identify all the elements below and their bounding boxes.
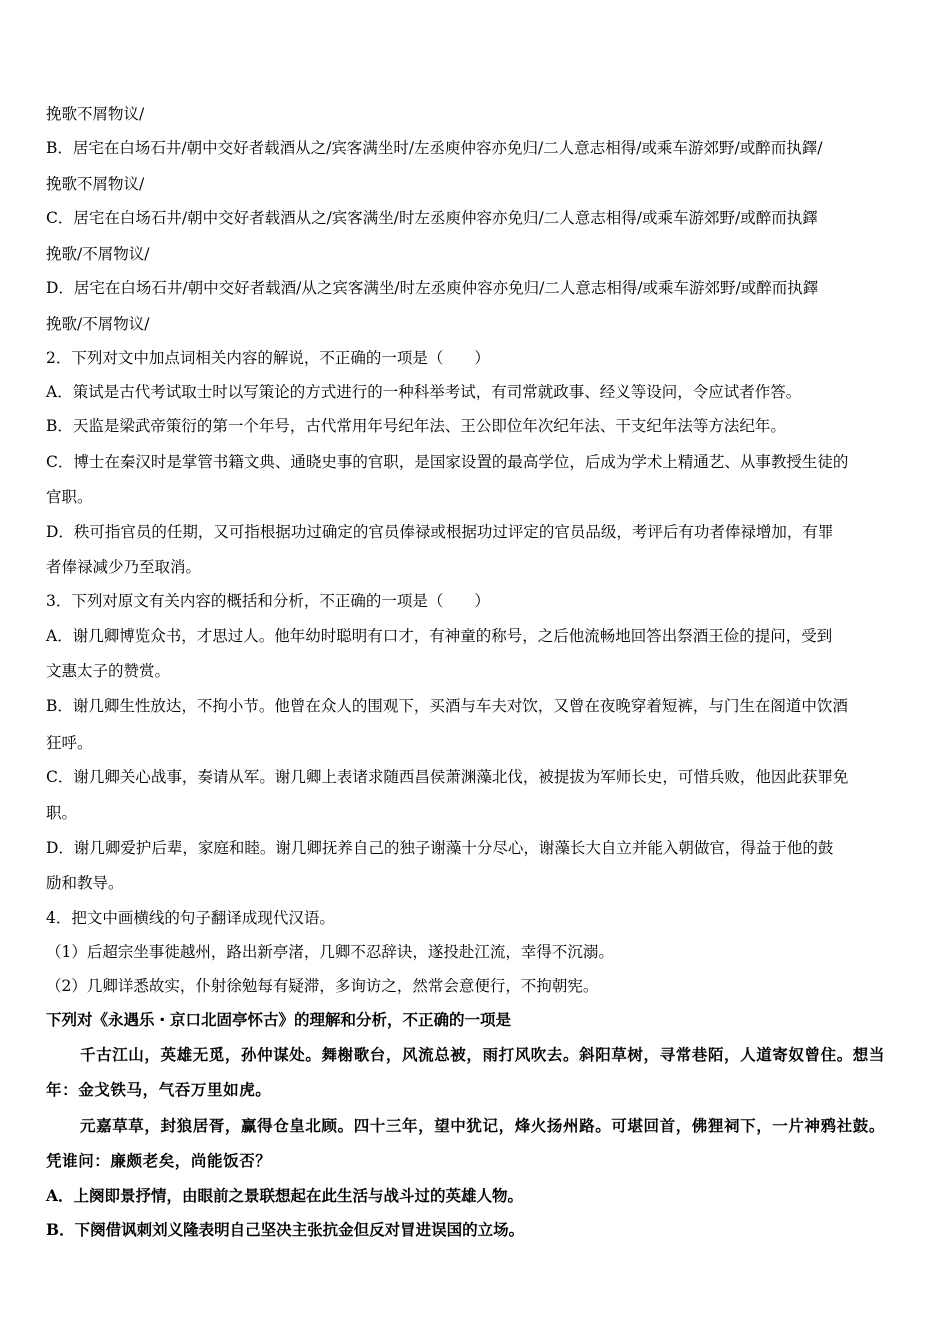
text-line: 者俸禄减少乃至取消。 — [46, 558, 202, 576]
text-line: 挽歌/不屑物议/ — [46, 245, 150, 263]
q2-option-c: C．博士在秦汉时是掌管书籍文典、通晓史事的官职，是国家设置的最高学位，后成为学术上精通艺、从事教授生徒的 — [46, 453, 849, 471]
question-4: 4．把文中画横线的句子翻译成现代汉语。 — [46, 909, 335, 927]
option-c-line: C．居宅在白场石井/朝中交好者载酒从之/宾客满坐/时左丞庾仲容亦免归/二人意志相得/或乘车游郊野/或醉而执鐸 — [46, 209, 818, 227]
text-line: 挽歌/不屑物议/ — [46, 315, 150, 333]
text-line: 挽歌不屑物议/ — [46, 175, 145, 193]
option-b-line: B．居宅在白场石井/朝中交好者载酒从之/宾客满坐时/左丞庾仲容亦免归/二人意志相得/或乘车游郊野/或醉而执鐸/ — [46, 139, 823, 157]
text-line: 挽歌不屑物议/ — [46, 105, 145, 123]
q3-option-c: C．谢几卿关心战事，奏请从军。谢几卿上表诸求随西昌侯萧渊藻北伐，被提拔为军师长史，可惜兵败，他因此获罪免 — [46, 768, 849, 786]
poem-option-a: A．上阕即景抒情，由眼前之景联想起在此生活与战斗过的英雄人物。 — [46, 1186, 524, 1205]
poem-option-b: B．下阕借讽刺刘义隆表明自己坚决主张抗金但反对冒进误国的立场。 — [46, 1220, 525, 1239]
q4-sentence-1: （1）后超宗坐事徙越州，路出新亭渚，几卿不忍辞诀，遂投赴江流，幸得不沉溺。 — [46, 943, 614, 961]
q2-option-b: B．天监是梁武帝策衍的第一个年号，古代常用年号纪年法、王公即位年次纪年法、干支纪年法等方法纪年。 — [46, 417, 786, 435]
question-3: 3．下列对原文有关内容的概括和分析，不正确的一项是（ ） — [46, 592, 490, 610]
poem-question: 下列对《永遇乐・京口北固亭怀古》的理解和分析，不正确的一项是 — [46, 1010, 512, 1029]
question-2: 2．下列对文中加点词相关内容的解说，不正确的一项是（ ） — [46, 349, 490, 367]
q3-option-b: B．谢几卿生性放达，不拘小节。他曾在众人的围观下，买酒与车夫对饮，又曾在夜晚穿着短裤，与门生在阁道中饮酒 — [46, 697, 848, 715]
text-line: 文惠太子的赞赏。 — [46, 662, 171, 680]
text-line: 官职。 — [46, 488, 93, 506]
text-line: 励和教导。 — [46, 874, 124, 892]
text-line: 狂呼。 — [46, 734, 93, 752]
q2-option-d: D．秩可指官员的任期，又可指根据功过确定的官员俸禄或根据功过评定的官员品级，考评后有功者俸禄增加，有罪 — [46, 523, 834, 541]
poem-line: 元嘉草草，封狼居胥，赢得仓皇北顾。四十三年，望中犹记，烽火扬州路。可堪回首，佛狸祠下，一片神鸦社鼓。 — [80, 1116, 886, 1135]
poem-line: 凭谁问：廉颇老矣，尚能饭否？ — [46, 1151, 272, 1170]
q2-option-a: A．策试是古代考试取士时以写策论的方式进行的一种科举考试，有司常就政事、经义等设问，令应试者作答。 — [46, 383, 802, 401]
q3-option-a: A．谢几卿博览众书，才思过人。他年幼时聪明有口才，有神童的称号，之后他流畅地回答出祭酒王俭的提问，受到 — [46, 627, 833, 645]
q3-option-d: D．谢几卿爱护后辈，家庭和睦。谢几卿抚养自己的独子谢藻十分尽心，谢藻长大自立并能入朝做官，得益于他的鼓 — [46, 839, 834, 857]
poem-line: 千古江山，英雄无觅，孙仲谋处。舞榭歌台，风流总被，雨打风吹去。斜阳草树，寻常巷陌，人道寄奴曾住。想当 — [80, 1045, 886, 1064]
q4-sentence-2: （2）几卿详悉故实，仆射徐勉每有疑滞，多询访之，然常会意便行，不拘朝宪。 — [46, 977, 599, 995]
poem-line: 年：金戈铁马，气吞万里如虎。 — [46, 1080, 272, 1099]
text-line: 职。 — [46, 804, 78, 822]
option-d-line: D．居宅在白场石井/朝中交好者载酒/从之宾客满坐/时左丞庾仲容亦免归/二人意志相得/或乘车游郊野/或醉而执鐸 — [46, 279, 819, 297]
